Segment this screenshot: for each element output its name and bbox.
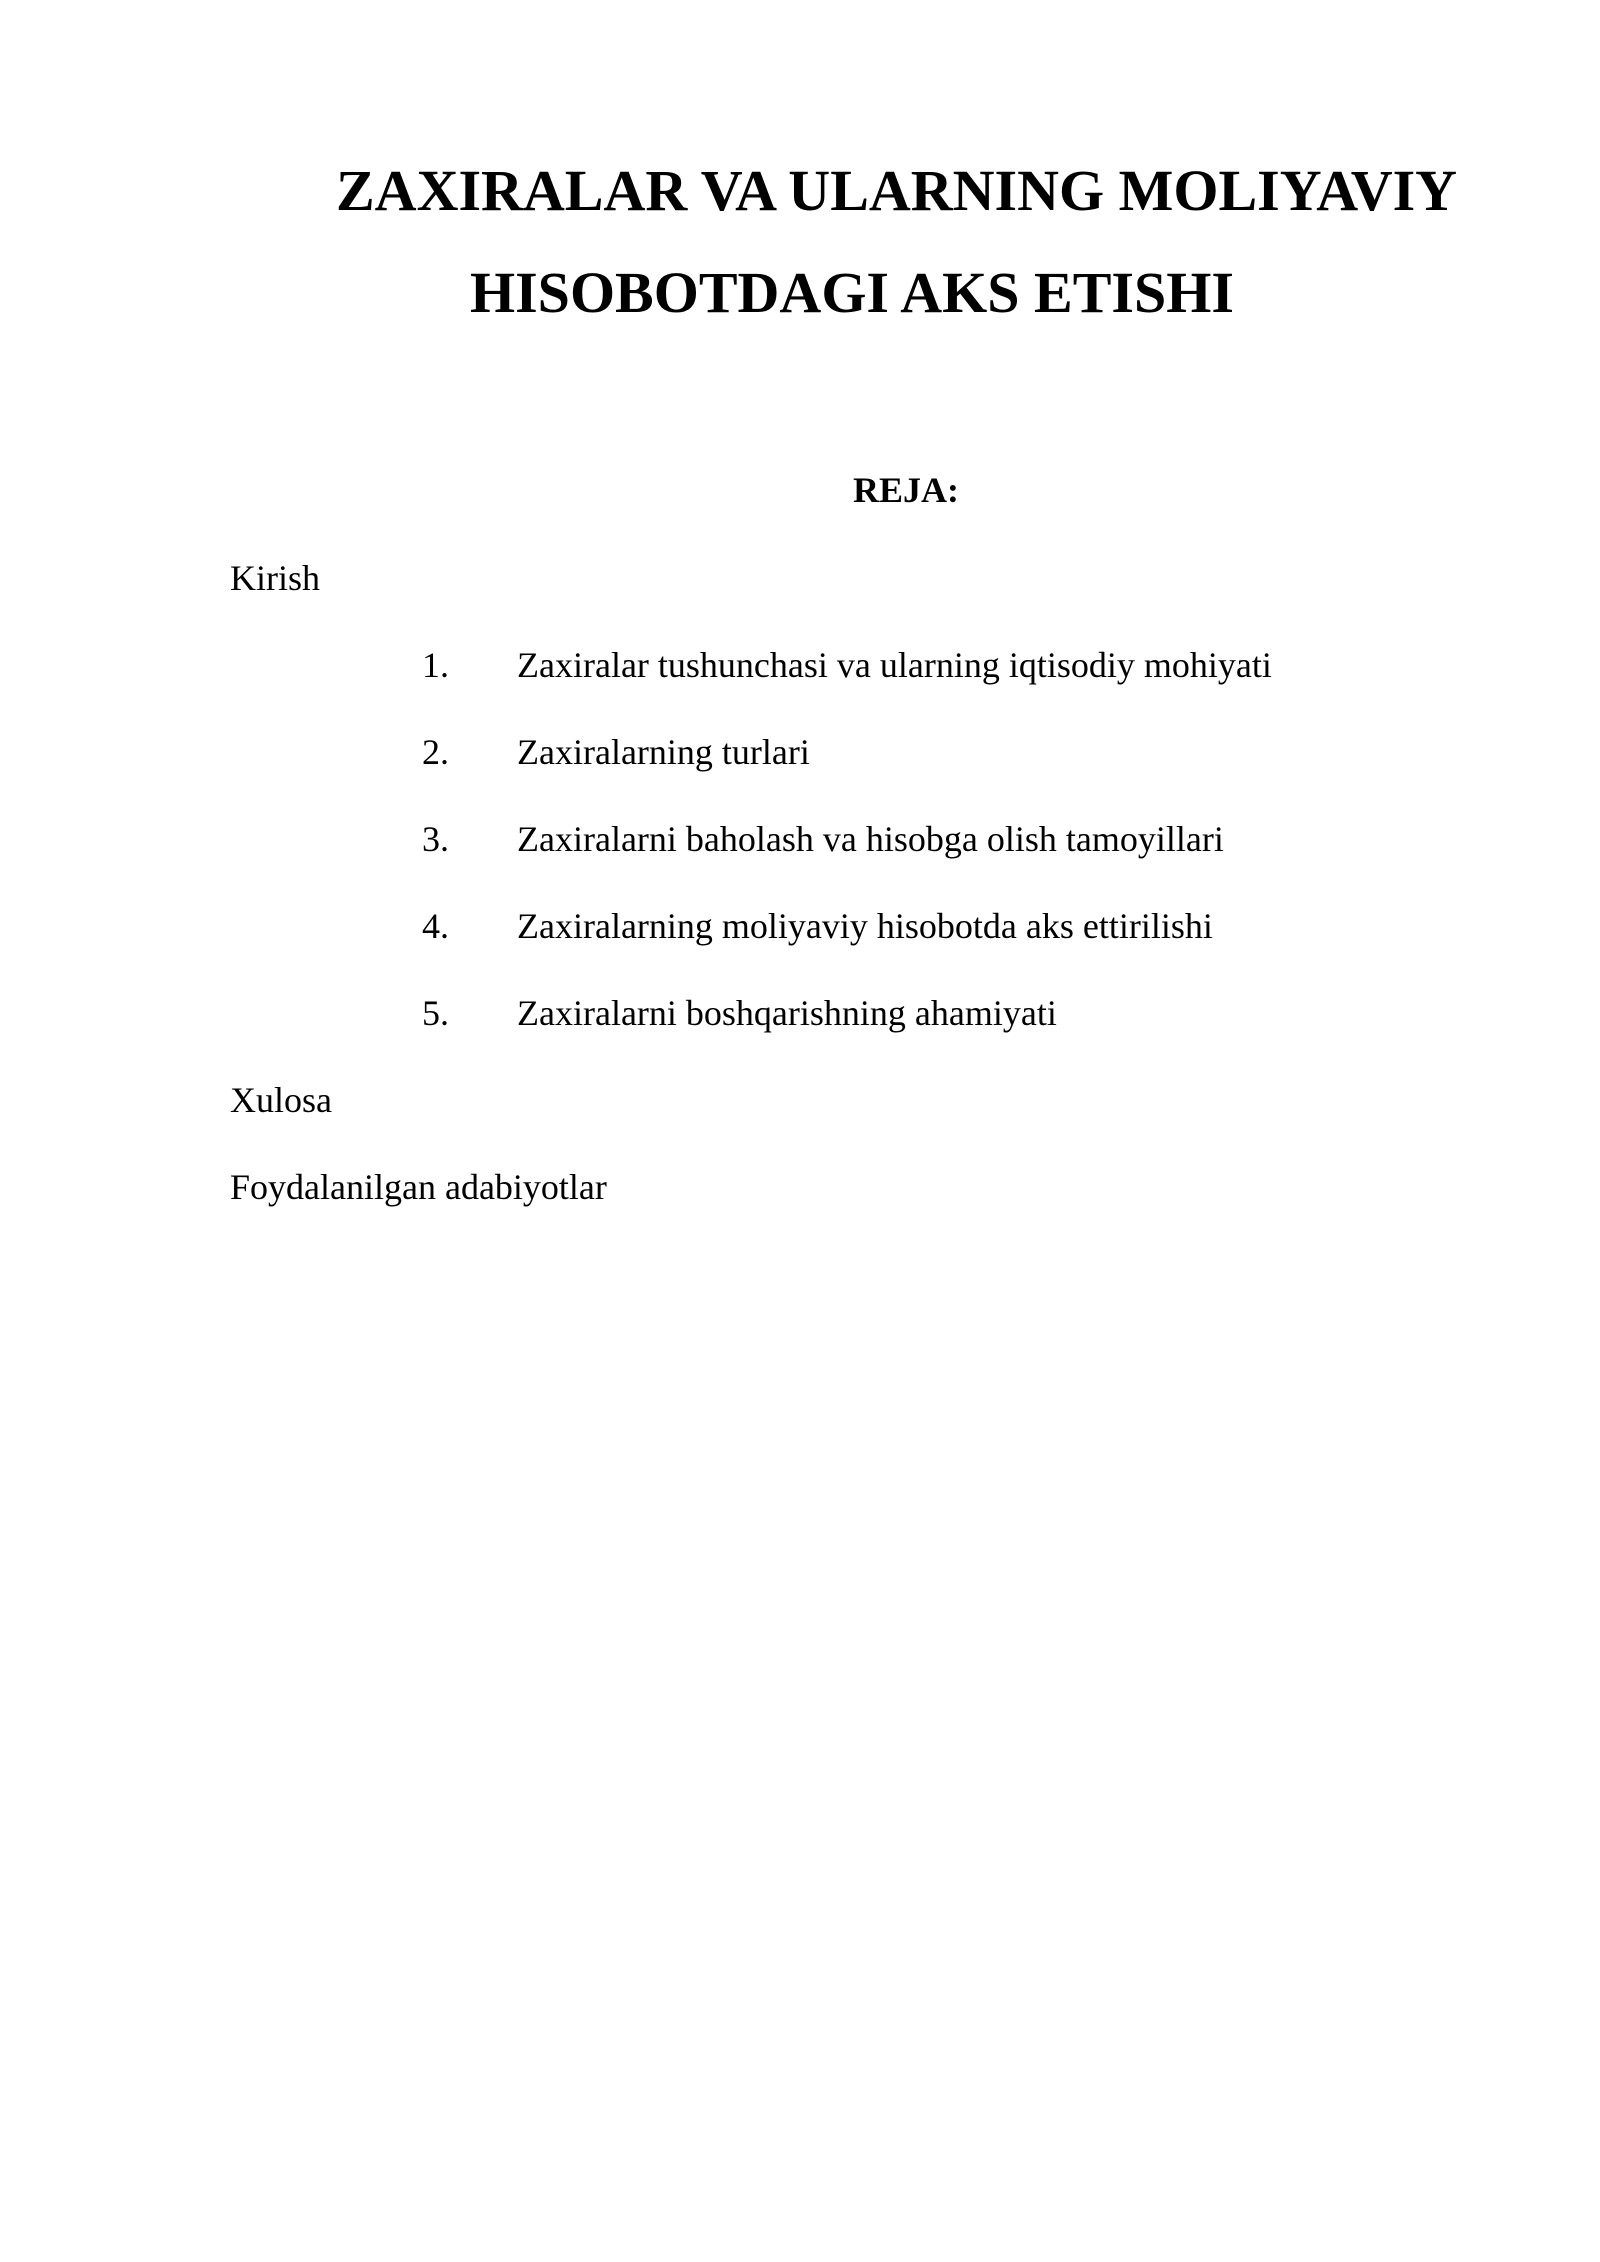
plan-item-number: 5.	[422, 993, 449, 1033]
conclusion-label: Xulosa	[230, 1080, 332, 1120]
plan-item-number: 1.	[422, 645, 449, 685]
plan-item-text: Zaxiralarning moliyaviy hisobotda aks ettirilishi	[517, 906, 1213, 946]
references-label: Foydalanilgan adabiyotlar	[230, 1167, 607, 1207]
plan-item-number: 3.	[422, 819, 449, 859]
plan-item-number: 4.	[422, 906, 449, 946]
plan-heading: REJA:	[853, 470, 959, 510]
plan-item-text: Zaxiralarni baholash va hisobga olish tamoyillari	[517, 819, 1224, 859]
document-title-line-2: HISOBOTDAGI AKS ETISHI	[470, 260, 1234, 325]
document-title-line-1: ZAXIRALAR VA ULARNING MOLIYAVIY	[336, 158, 1458, 223]
intro-label: Kirish	[230, 558, 320, 598]
plan-item-text: Zaxiralar tushunchasi va ularning iqtisodiy mohiyati	[517, 645, 1272, 685]
plan-list-item	[0, 995, 1600, 1035]
plan-list-item	[0, 821, 1600, 861]
plan-list-item	[0, 734, 1600, 774]
plan-list-item	[0, 908, 1600, 948]
plan-item-number: 2.	[422, 732, 449, 772]
plan-item-text: Zaxiralarning turlari	[517, 732, 810, 772]
plan-item-text: Zaxiralarni boshqarishning ahamiyati	[517, 993, 1057, 1033]
plan-list-item	[0, 647, 1600, 687]
